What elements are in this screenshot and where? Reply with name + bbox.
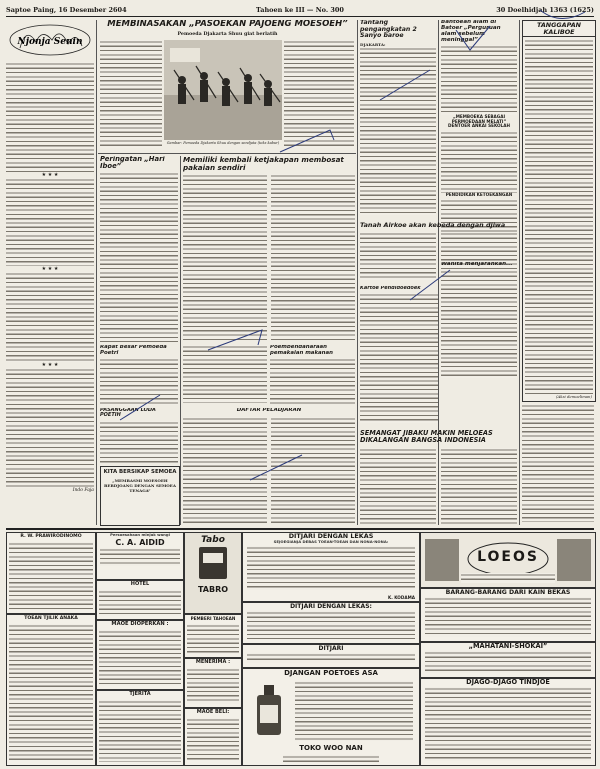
ad-djangan-title: DJANGAN POETOES ASA bbox=[284, 669, 378, 677]
daftar-text-a bbox=[183, 417, 267, 523]
ad-pemberi-text bbox=[187, 624, 239, 654]
bottle-icon bbox=[249, 683, 289, 737]
ad-persoesahaan-title: Persoesahaan minjak wangi bbox=[110, 532, 170, 537]
ad-maoe-diperkan bbox=[96, 620, 184, 690]
ad-tabro bbox=[184, 532, 242, 614]
ad-ditjari-2 bbox=[242, 602, 420, 644]
ad-tjerita-text bbox=[99, 700, 181, 762]
lead-photo-caption: Gambar: Pemoeda Djakarta Shuu dengan sendjata (teks kabur) bbox=[166, 141, 280, 145]
ad-barang-text bbox=[425, 597, 591, 637]
ad-pembeli bbox=[96, 580, 184, 620]
peringatan-headline: Peringatan „Hari Iboe” bbox=[100, 156, 165, 171]
daftar-headline: DAFTAR PELADJARAN bbox=[236, 408, 302, 413]
wanita-text bbox=[441, 270, 517, 378]
ad-loeos-text bbox=[461, 573, 555, 583]
lead-subheadline: Pemoeda Djakarta Shuu giat berlatih bbox=[177, 30, 278, 37]
kaliboe-sign: (Aksi demoeliman) bbox=[556, 394, 592, 399]
ad-barang-title: BARANG-BARANG DARI KAIN BEKAS bbox=[445, 589, 571, 596]
ad-hotel-text bbox=[99, 590, 181, 616]
bantoean-headline-2: „MEMBOEKA SEBAGAI PERMOEDAAN MELATI” DENTOER ANKAI SEKOLAH bbox=[448, 114, 510, 129]
rule-lead-bottom bbox=[98, 153, 356, 154]
ad-ditjari-3-title: DITJARI bbox=[318, 645, 344, 652]
article-memiliki bbox=[183, 156, 355, 342]
ad-maoe-beli-title: MAOE BELI: bbox=[196, 709, 230, 715]
ad-mahatani-text bbox=[425, 651, 591, 673]
ad-mahatani-title: „MAHATANI-SHOKAI” bbox=[468, 642, 548, 650]
col1-text-d bbox=[6, 368, 94, 488]
article-daftar bbox=[183, 408, 355, 525]
masthead-left: Saptoe Paing, 16 Desember 2604 bbox=[6, 6, 127, 14]
article-poembendaharaan bbox=[270, 345, 355, 405]
ad-ditjari-1-text bbox=[247, 546, 415, 590]
rapat-text bbox=[100, 358, 178, 405]
lead-text-right bbox=[284, 40, 354, 148]
ads-divider bbox=[6, 528, 594, 530]
article-wanita bbox=[441, 262, 517, 382]
ad-ditjari-1-title: DITJARI DENGAN LEKAS bbox=[288, 532, 374, 540]
ad-menerima-title: MENERIMA : bbox=[195, 659, 231, 665]
kita-sub: „MEMBASMI MOESOEH BERDJOANG DENGAN SEMOEA TENAGA” bbox=[104, 477, 176, 493]
lead-photo bbox=[164, 40, 282, 140]
article-semangat bbox=[360, 430, 517, 525]
col1-text-b bbox=[6, 178, 94, 266]
kaliboe-headline: TANGGAPAN KALIBOE bbox=[523, 21, 595, 37]
ad-toean bbox=[6, 614, 96, 766]
memiliki-text-b bbox=[271, 174, 355, 340]
ad-maoe-diperkan-title: MAOE DIOPERKAN : bbox=[111, 621, 169, 627]
ad-toko-woo-text bbox=[283, 755, 379, 763]
lead-headline: MEMBINASAKAN „PASOEKAN PAJOENG MOESOEH” bbox=[107, 20, 348, 29]
bantoean-text-a bbox=[441, 45, 517, 115]
ad-djago-left bbox=[96, 690, 184, 766]
njonja-senin-logo bbox=[6, 20, 94, 58]
ad-tjerita-title: TJERITA bbox=[129, 691, 151, 697]
col1-stars-c: ★ ★ ★ bbox=[41, 362, 59, 368]
ad-mahatani bbox=[420, 642, 596, 678]
ad-toko-woo: TOKO WOO NAN bbox=[299, 744, 363, 752]
ad-ditjari-3 bbox=[242, 644, 420, 668]
col1-text-a bbox=[6, 62, 94, 172]
memiliki-headline: Memiliki kembali ketjakapan membosat pakaian sendiri bbox=[183, 156, 344, 172]
ad-djago-title: DJAGO-DJAGO TINDJOE bbox=[466, 678, 550, 686]
ad-menerima bbox=[184, 658, 242, 708]
peringatan-text bbox=[100, 172, 178, 342]
semangat-text-a bbox=[360, 448, 436, 524]
kaliboe-text bbox=[525, 39, 593, 394]
tanggap-dateline: DJAKARTA: bbox=[360, 41, 386, 47]
col1-stars-b: ★ ★ ★ bbox=[41, 266, 59, 272]
ad-djago-text bbox=[425, 687, 591, 761]
rule-5 bbox=[180, 156, 181, 525]
kaliboe-lower-text bbox=[522, 404, 594, 522]
ad-prawiro-title: R. W. PRAWIRODINOMO bbox=[20, 534, 82, 539]
bantoean-headline: Bantoean alam di Batoer „Perguruan alam sebelum meninggal” bbox=[441, 20, 501, 43]
kita-headline: KITA BERSIKAP SEMOEA bbox=[103, 469, 177, 475]
daftar-text-b bbox=[271, 417, 355, 523]
tabro-package-icon bbox=[193, 545, 233, 581]
article-rapat bbox=[100, 345, 178, 405]
col1-text-c bbox=[6, 272, 94, 362]
column-tanggap bbox=[360, 20, 436, 220]
rapat-headline: Rapat Besar Pemoeda Poetri bbox=[100, 345, 167, 356]
memiliki-text-a bbox=[183, 174, 267, 340]
ad-persoesahaan bbox=[96, 532, 184, 580]
wanita-headline: Wanita menjarahkan... bbox=[441, 262, 513, 267]
poembendaharaan-text bbox=[270, 358, 355, 404]
ad-maoe-beli bbox=[184, 708, 242, 766]
ad-prawiro-text bbox=[9, 542, 93, 610]
rule-1 bbox=[96, 20, 97, 525]
kartoe-headline: Kartoe Pendidoedoek bbox=[360, 286, 421, 291]
tanggap-headline: Tantang pengangkatan 2 Sanyo baroe bbox=[360, 20, 417, 39]
article-middle-a bbox=[183, 345, 267, 405]
column-njonja-senin bbox=[6, 20, 94, 525]
ad-pemberi bbox=[184, 614, 242, 658]
kartoe-text bbox=[360, 293, 438, 423]
semangat-headline: SEMANGAT JIBAKU MAKIN MELOEAS DIKALANGAN BANGSA INDONESIA bbox=[360, 430, 493, 444]
rule-2 bbox=[357, 20, 358, 525]
ad-loeos bbox=[420, 532, 596, 588]
semangat-text-b bbox=[441, 448, 517, 524]
ad-ditjari-1-sign: K. KODAMA bbox=[387, 595, 415, 600]
tanah-text-a bbox=[360, 232, 436, 280]
column-kaliboe bbox=[522, 20, 596, 402]
ad-ditjari-2-title: DITJARI DENGAN LEKAS: bbox=[290, 603, 372, 610]
masthead-bar bbox=[6, 4, 594, 17]
pasanggaan-text bbox=[100, 421, 178, 464]
ad-prawiro bbox=[6, 532, 96, 614]
ad-aidid: C. A. AIDID bbox=[115, 537, 165, 547]
masthead-right: 30 Doelhidjah 1363 (1625) bbox=[496, 6, 594, 14]
njonja-senin-title: Njonja Senin bbox=[17, 37, 83, 47]
middle-a-text bbox=[183, 345, 267, 403]
article-pasanggaan bbox=[100, 408, 178, 463]
ad-ditjari-2-text bbox=[247, 611, 415, 639]
bantoean-text-b bbox=[441, 131, 517, 193]
article-peringatan bbox=[100, 156, 178, 342]
ad-djago bbox=[420, 678, 596, 766]
lead-article bbox=[100, 20, 355, 152]
col1-signature: Indo Faja bbox=[72, 488, 94, 493]
ad-ditjari-1 bbox=[242, 532, 420, 602]
bantoean-headline-3: PENDIDIKAN KETOEKANGAN bbox=[445, 191, 513, 197]
ad-menerima-text bbox=[187, 668, 239, 704]
col1-stars-a: ★ ★ ★ bbox=[41, 172, 59, 178]
pasanggaan-headline: PASANGGAAN LODA POETIH bbox=[100, 408, 156, 419]
ad-aidid-text bbox=[100, 548, 180, 566]
ad-maoe-diperkan-text bbox=[99, 630, 181, 686]
column-kaliboe-lower bbox=[522, 404, 594, 524]
ad-toean-title: TOEAN TJILIK ANAKA bbox=[24, 616, 78, 621]
ad-djangan-text bbox=[295, 681, 413, 741]
ad-barang bbox=[420, 588, 596, 642]
lead-text-left bbox=[100, 40, 162, 148]
ad-tabro-title: TABRO bbox=[197, 585, 229, 594]
article-kartoe bbox=[360, 286, 438, 426]
ad-toean-text bbox=[9, 624, 93, 760]
tanggap-text bbox=[360, 47, 436, 215]
ad-djangan bbox=[242, 668, 420, 766]
box-kita-bersikap bbox=[100, 466, 180, 526]
ad-ditjari-1-sub: SEJOEGIANJA DEBAS TOEAN-TOEAN DAN NONA-NONA: bbox=[273, 539, 389, 544]
ad-maoe-beli-text bbox=[187, 718, 239, 760]
masthead-center: Tahoen ke III — No. 300 bbox=[256, 6, 344, 14]
ad-tabro-sub: Tabo bbox=[201, 535, 225, 545]
tanah-headline: Tanah Airkoe akan kebeda dengan djiwa bbox=[360, 222, 506, 229]
rule-4 bbox=[519, 20, 520, 525]
ad-pemberi-title: PEMBERI TAHOEAN bbox=[190, 616, 236, 621]
ad-ditjari-3-text bbox=[247, 653, 415, 663]
poembendaharaan-headline: Poembendaharaan pemakaian makanan bbox=[270, 345, 333, 356]
ad-loeos-title: LOEOS bbox=[477, 549, 539, 565]
ad-hotel-title: HOTEL bbox=[130, 581, 150, 587]
